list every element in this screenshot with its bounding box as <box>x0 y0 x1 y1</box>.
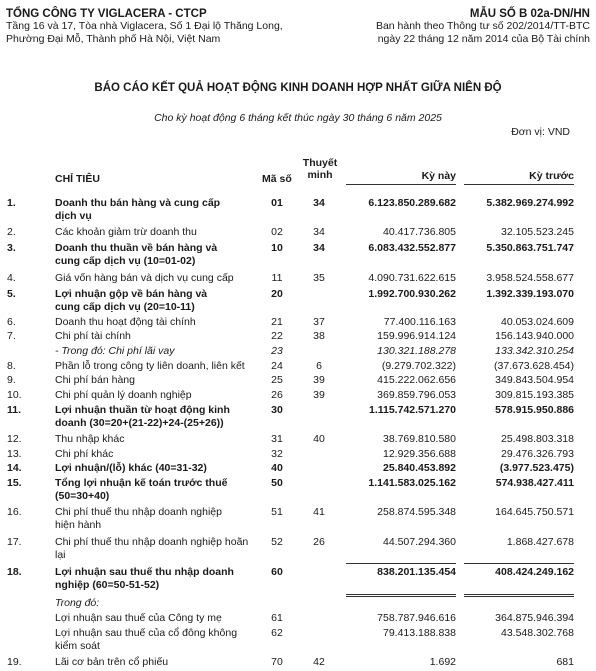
total-rule <box>346 596 456 597</box>
row-number: 18. <box>7 566 22 578</box>
column-header-code: Mã số <box>262 173 292 185</box>
row-item-name <box>55 566 265 592</box>
row-item-name-line1: Tổng lợi nhuận kế toán trước thuế <box>55 477 228 489</box>
row-number: 9. <box>7 374 16 386</box>
row-current-value: 12.929.356.688 <box>383 448 456 460</box>
row-previous-value: (3.977.523.475) <box>499 462 574 474</box>
row-item-name-line1: Chi phí thuế thu nhập doanh nghiệp <box>55 506 222 518</box>
row-item-name-line1: Chi phí thuế thu nhập doanh nghiệp hoãn <box>55 536 249 548</box>
row-previous-value: 5.382.969.274.992 <box>486 197 574 209</box>
row-code: 61 <box>271 612 283 624</box>
row-item-name-line2: kiểm soát <box>55 640 100 652</box>
row-number: 11. <box>7 404 22 416</box>
row-item-name: Doanh thu hoạt động tài chính <box>55 316 196 328</box>
row-note: 39 <box>313 389 325 401</box>
row-item-name: Lợi nhuận/(lỗ) khác (40=31-32) <box>55 462 207 474</box>
row-current-value: 369.859.796.053 <box>377 389 456 401</box>
row-note: 26 <box>313 536 325 548</box>
row-note: 41 <box>313 506 325 518</box>
column-header-note-line2: minh <box>307 169 333 181</box>
row-previous-value: 309.815.193.385 <box>495 389 574 401</box>
row-note: 34 <box>313 197 325 209</box>
row-item-name-line2: doanh (30=20+(21-22)+24-(25+26)) <box>55 417 224 429</box>
currency-unit: Đơn vị: VND <box>511 126 570 138</box>
total-rule <box>464 594 574 595</box>
column-header-note-line1: Thuyết <box>302 157 338 169</box>
row-number: 15. <box>7 477 22 489</box>
row-number: 2. <box>7 226 16 238</box>
row-previous-value: 408.424.249.162 <box>495 566 574 578</box>
row-code: 32 <box>271 448 283 460</box>
row-item-name <box>55 627 265 653</box>
column-header-previous: Kỳ trước <box>529 170 574 182</box>
row-item-name-line1: Lợi nhuận thuần từ hoạt động kinh <box>55 404 230 416</box>
total-rule <box>346 594 456 595</box>
row-number: 13. <box>7 448 22 460</box>
row-current-value: 77.400.116.163 <box>383 316 456 328</box>
row-previous-value: 3.958.524.558.677 <box>486 272 574 284</box>
row-item-name <box>55 288 265 314</box>
row-number: 3. <box>7 242 16 254</box>
row-item-name <box>55 477 265 503</box>
row-number: 16. <box>7 506 22 518</box>
issued-by-line1: Ban hành theo Thông tư số 202/2014/TT-BTC <box>375 20 590 32</box>
row-item-name: Chi phí khác <box>55 448 114 460</box>
row-code: 50 <box>271 477 283 489</box>
row-previous-value: 578.915.950.886 <box>495 404 574 416</box>
row-note: 34 <box>313 242 325 254</box>
row-previous-value: 1.868.427.678 <box>506 536 574 548</box>
total-rule <box>464 596 574 597</box>
row-number: 19. <box>7 656 22 668</box>
row-previous-value: 681 <box>556 656 574 668</box>
row-number: 4. <box>7 272 16 284</box>
row-item-name: Giá vốn hàng bán và dịch vụ cung cấp <box>55 272 234 284</box>
row-item-name-line2: nghiệp (60=50-51-52) <box>55 579 160 591</box>
row-item-name: Lãi cơ bản trên cổ phiếu <box>55 656 169 668</box>
row-current-value: 1.992.700.930.262 <box>368 288 456 300</box>
row-code: 51 <box>271 506 283 518</box>
row-code: 62 <box>271 627 283 639</box>
row-item-name-line1: Lợi nhuận sau thuế thu nhập doanh <box>55 566 234 578</box>
row-code: 26 <box>271 389 283 401</box>
row-item-name <box>55 242 265 268</box>
row-number: 7. <box>7 330 16 342</box>
row-note: 40 <box>313 433 325 445</box>
row-current-value: 38.769.810.580 <box>383 433 456 445</box>
row-note: 35 <box>313 272 325 284</box>
column-header-current: Kỳ này <box>421 170 456 182</box>
company-address-line2: Phường Đại Mỗ, Thành phố Hà Nội, Việt Nam <box>6 33 221 45</box>
row-item-name-line1: Doanh thu bán hàng và cung cấp <box>55 197 221 209</box>
row-current-value: 6.123.850.289.682 <box>368 197 456 209</box>
row-item-name: Phần lỗ trong công ty liên doanh, liên kết <box>55 360 245 372</box>
row-number: 10. <box>7 389 22 401</box>
row-code: 22 <box>271 330 283 342</box>
row-item-name-line2: cung cấp dịch vụ (20=10-11) <box>55 301 195 313</box>
row-previous-value: 32.105.523.245 <box>501 226 574 238</box>
row-item-name-line1: Lợi nhuận gộp về bán hàng và <box>55 288 208 300</box>
row-item-name: Chi phí tài chính <box>55 330 131 342</box>
row-item-name <box>55 404 265 430</box>
row-code: 40 <box>271 462 283 474</box>
row-code: 20 <box>271 288 283 300</box>
row-previous-value: 40.053.024.609 <box>501 316 574 328</box>
row-previous-value: 364.875.946.394 <box>495 612 574 624</box>
row-number: 8. <box>7 360 16 372</box>
row-current-value: 758.787.946.616 <box>377 612 456 624</box>
row-previous-value: 1.392.339.193.070 <box>486 288 574 300</box>
company-name: TỔNG CÔNG TY VIGLACERA - CTCP <box>6 8 207 20</box>
row-current-value: 415.222.062.656 <box>377 374 456 386</box>
row-item-name: - Trong đó: Chi phí lãi vay <box>55 345 175 357</box>
row-item-name: Các khoản giảm trừ doanh thu <box>55 226 197 238</box>
row-current-value: 6.083.432.552.877 <box>368 242 456 254</box>
row-current-value: (9.279.702.322) <box>381 360 456 372</box>
report-title: BÁO CÁO KẾT QUẢ HOẠT ĐỘNG KINH DOANH HỢP NHẤT GIỮA NIÊN ĐỘ <box>94 82 502 94</box>
row-code: 11 <box>271 272 283 284</box>
row-note: 6 <box>316 360 322 372</box>
report-subtitle: Cho kỳ hoạt động 6 tháng kết thúc ngày 30 tháng 6 năm 2025 <box>154 112 442 124</box>
row-item-name-line2: (50=30+40) <box>55 490 110 502</box>
row-previous-value: 25.498.803.318 <box>501 433 574 445</box>
row-code: 02 <box>271 226 283 238</box>
form-number: MẪU SỐ B 02a-DN/HN <box>469 8 590 20</box>
row-previous-value: 5.350.863.751.747 <box>486 242 574 254</box>
issued-by-line2: ngày 22 tháng 12 năm 2014 của Bộ Tài chính <box>377 33 590 45</box>
row-item-name: Chi phí bán hàng <box>55 374 135 386</box>
row-note: 39 <box>313 374 325 386</box>
row-code: 70 <box>271 656 283 668</box>
row-previous-value: 164.645.750.571 <box>495 506 574 518</box>
total-rule <box>346 563 456 564</box>
row-code: 01 <box>271 197 283 209</box>
row-item-name-line2: lại <box>55 549 66 561</box>
row-item-name <box>55 197 265 223</box>
row-number: 14. <box>7 462 22 474</box>
row-current-value: 1.115.742.571.270 <box>368 404 456 416</box>
row-current-value: 1.141.583.025.162 <box>368 477 456 489</box>
row-code: 31 <box>271 433 283 445</box>
row-previous-value: (37.673.628.454) <box>494 360 574 372</box>
row-item-name-line2: dịch vụ <box>55 210 92 222</box>
row-item-name-line1: Doanh thu thuần về bán hàng và <box>55 242 218 254</box>
row-code: 21 <box>271 316 283 328</box>
row-code: 24 <box>271 360 283 372</box>
row-current-value: 4.090.731.622.615 <box>368 272 456 284</box>
row-previous-value: 43.548.302.768 <box>501 627 574 639</box>
row-current-value: 838.201.135.454 <box>377 566 456 578</box>
row-current-value: 44.507.294.360 <box>383 536 456 548</box>
row-previous-value: 156.143.940.000 <box>495 330 574 342</box>
row-code: 52 <box>271 536 283 548</box>
row-previous-value: 349.843.504.954 <box>495 374 574 386</box>
row-current-value: 1.692 <box>429 656 456 668</box>
row-item-name-line2: hiện hành <box>55 519 102 531</box>
row-code: 60 <box>271 566 283 578</box>
row-item-name-line1: Lợi nhuận sau thuế của cổ đông không <box>55 627 238 639</box>
row-item-name: Trong đó: <box>55 597 100 609</box>
row-previous-value: 29.476.326.793 <box>501 448 574 460</box>
company-address-line1: Tầng 16 và 17, Tòa nhà Viglacera, Số 1 Đại lộ Thăng Long, <box>6 20 283 32</box>
row-previous-value: 574.938.427.411 <box>495 477 574 489</box>
row-code: 25 <box>271 374 283 386</box>
row-number: 6. <box>7 316 16 328</box>
row-number: 17. <box>7 536 22 548</box>
row-code: 30 <box>271 404 283 416</box>
row-current-value: 79.413.188.838 <box>383 627 456 639</box>
row-note: 38 <box>313 330 325 342</box>
row-item-name <box>55 506 265 532</box>
row-current-value: 25.840.453.892 <box>383 462 456 474</box>
column-header-item: CHỈ TIÊU <box>55 173 100 185</box>
row-note: 42 <box>313 656 325 668</box>
row-current-value: 130.321.188.278 <box>377 345 456 357</box>
row-item-name-line2: cung cấp dịch vụ (10=01-02) <box>55 255 196 267</box>
row-number: 12. <box>7 433 22 445</box>
row-item-name: Thu nhập khác <box>55 433 125 445</box>
row-number: 5. <box>7 288 16 300</box>
row-item-name <box>55 536 265 562</box>
row-current-value: 159.996.914.124 <box>377 330 456 342</box>
row-code: 23 <box>271 345 283 357</box>
row-item-name: Chi phí quản lý doanh nghiệp <box>55 389 192 401</box>
row-item-name: Lợi nhuận sau thuế của Công ty mẹ <box>55 612 222 624</box>
total-rule <box>464 563 574 564</box>
row-current-value: 40.417.736.805 <box>383 226 456 238</box>
row-previous-value: 133.342.310.254 <box>495 345 574 357</box>
row-code: 10 <box>271 242 283 254</box>
row-note: 37 <box>313 316 325 328</box>
row-number: 1. <box>7 197 16 209</box>
row-current-value: 258.874.595.348 <box>377 506 456 518</box>
row-note: 34 <box>313 226 325 238</box>
